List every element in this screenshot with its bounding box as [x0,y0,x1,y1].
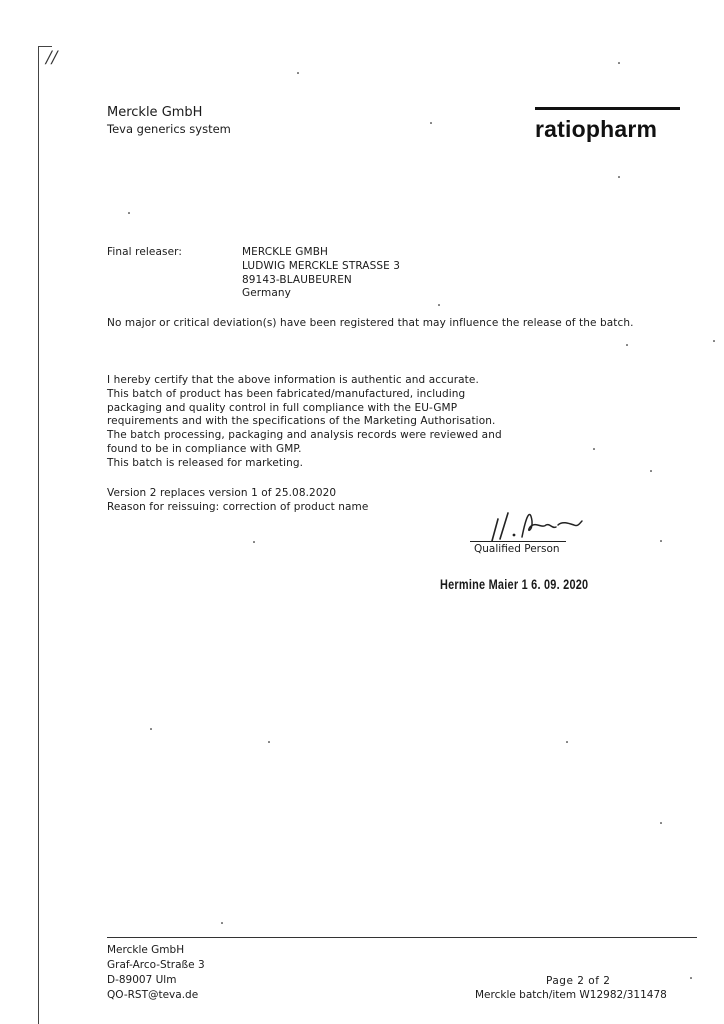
final-releaser-address [242,246,400,301]
signature-line [470,541,566,542]
certification-line: packaging and quality control in full compliance with the EU-GMP [107,401,458,414]
footer-divider [107,937,697,938]
final-releaser-label: Final releaser: [107,246,182,258]
releaser-address-line: Germany [242,287,291,300]
scan-edge-tick [38,46,52,47]
certification-line: found to be in compliance with GMP. [107,442,302,455]
qualified-person-label: Qualified Person [474,543,560,555]
certification-line: The batch processing, packaging and analysis records were reviewed and [107,429,502,442]
certification-line: This batch is released for marketing. [107,456,304,469]
scan-speck [713,340,715,342]
scan-speck [618,62,620,64]
logo-bar [535,107,680,110]
ratiopharm-logo [535,107,680,143]
certification-line: I hereby certify that the above information is authentic and accurate. [107,374,479,386]
certification-line: This batch of product has been fabricated/manufactured, including [107,387,466,400]
releaser-address-line: MERCKLE GMBH [242,246,328,258]
scan-speck [438,304,440,306]
scan-speck [128,212,130,214]
footer-address-line: Merckle GmbH [107,944,185,956]
certification-line: requirements and with the specifications of the Marketing Authorisation. [107,415,496,428]
version-info [107,487,368,515]
company-name: Merckle GmbH [107,105,203,120]
releaser-address-line: LUDWIG MERCKLE STRASSE 3 [242,259,401,272]
signer-name-date-stamp: Hermine Maier 1 6. 09. 2020 [440,576,589,592]
footer-address [107,943,205,1003]
page-number: Page 2 of 2 [546,975,611,987]
scan-speck [566,741,568,743]
scan-speck [150,728,152,730]
scan-speck [660,822,662,824]
handwritten-signature [470,503,590,545]
scan-speck [268,741,270,743]
company-header [107,104,231,138]
scan-speck [650,470,652,472]
version-line: Version 2 replaces version 1 of 25.08.2020 [107,487,337,499]
scan-speck [297,72,299,74]
footer-email: QO-RST@teva.de [107,989,199,1001]
logo-text: ratiopharm [535,116,658,142]
scan-speck [626,344,628,346]
scan-speck [618,176,620,178]
scan-speck [660,540,662,542]
scan-edge-line [38,46,39,1024]
scan-speck [253,541,255,543]
footer-address-line: Graf-Arco-Straße 3 [107,959,205,971]
handwritten-corner-mark: // [46,48,58,68]
scan-speck [690,977,692,979]
releaser-address-line: 89143-BLAUBEUREN [242,273,352,286]
deviation-statement: No major or critical deviation(s) have been registered that may influence the release of the batch. [107,317,634,329]
company-subtitle: Teva generics system [107,122,231,136]
footer-address-line: D-89007 Ulm [107,974,177,986]
batch-item-reference: Merckle batch/item W12982/311478 [475,989,667,1001]
scan-speck [593,448,595,450]
scan-speck [430,122,432,124]
scan-speck [221,922,223,924]
certification-paragraph [107,374,502,471]
reissue-reason-line: Reason for reissuing: correction of product name [107,500,369,513]
